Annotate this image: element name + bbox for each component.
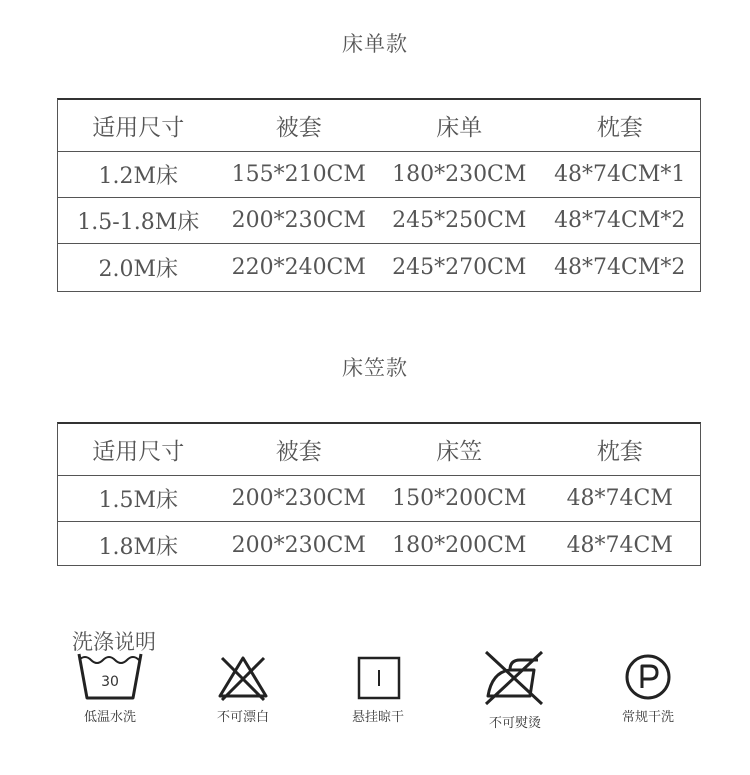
care-label: 悬挂晾干 — [351, 710, 404, 725]
table-cell: 1.5M床 — [98, 488, 178, 513]
table-row — [58, 198, 700, 244]
table-cell: 1.5-1.8M床 — [77, 210, 200, 235]
table-cell: 1.2M床 — [98, 164, 178, 189]
table-cell: 245*250CM — [392, 208, 527, 233]
care-label: 不可熨烫 — [488, 716, 541, 731]
table-cell: 180*200CM — [392, 532, 527, 558]
table-cell: 48*74CM*1 — [554, 162, 686, 187]
table-cell: 150*200CM — [392, 486, 527, 511]
header-cell: 适用尺寸 — [92, 439, 185, 465]
header-cell: 被套 — [275, 115, 322, 141]
care-item-bleach — [183, 648, 303, 725]
care-item-iron — [455, 648, 575, 731]
care-label: 低温水洗 — [83, 710, 136, 725]
header-cell: 枕套 — [596, 115, 643, 141]
table-cell: 200*230CM — [231, 532, 366, 558]
care-label: 不可漂白 — [216, 710, 269, 725]
table-cell: 48*74CM*2 — [554, 208, 686, 233]
table-row — [58, 522, 700, 568]
header-cell: 床笠 — [436, 439, 483, 465]
bedsheet-table — [57, 98, 701, 292]
table-row — [58, 152, 700, 198]
table-cell: 48*74CM — [566, 486, 673, 511]
header-cell: 适用尺寸 — [92, 115, 185, 141]
care-title: 洗涤说明 — [72, 630, 156, 654]
table-row — [58, 476, 700, 522]
table-cell: 48*74CM — [566, 532, 673, 558]
table-header-row — [58, 424, 700, 476]
no-iron-icon — [480, 648, 550, 708]
fitted-title: 床笠款 — [342, 356, 408, 380]
table-row — [58, 244, 700, 290]
table-cell: 180*230CM — [392, 162, 527, 187]
fitted-table — [57, 422, 701, 566]
care-item-dryclean — [588, 648, 708, 725]
table-cell: 200*230CM — [231, 208, 366, 233]
wash-temp-label: 30 — [101, 674, 119, 690]
header-cell: 被套 — [275, 439, 322, 465]
table-cell: 245*270CM — [392, 254, 527, 280]
table-cell: 220*240CM — [231, 254, 366, 280]
wash-30-icon — [75, 648, 145, 702]
bedsheet-title: 床单款 — [342, 32, 408, 56]
dry-clean-p-icon — [613, 648, 683, 702]
no-bleach-icon — [208, 648, 278, 702]
care-item-wash — [50, 648, 170, 725]
table-cell: 2.0M床 — [98, 256, 178, 282]
table-cell: 200*230CM — [231, 486, 366, 511]
table-header-row — [58, 100, 700, 152]
table-cell: 155*210CM — [231, 162, 366, 187]
header-cell: 床单 — [436, 115, 483, 141]
hang-dry-icon — [343, 648, 413, 702]
table-cell: 1.8M床 — [98, 534, 178, 560]
care-label: 常规干洗 — [621, 710, 674, 725]
header-cell: 枕套 — [596, 439, 643, 465]
care-item-hang — [318, 648, 438, 725]
table-cell: 48*74CM*2 — [554, 254, 686, 280]
